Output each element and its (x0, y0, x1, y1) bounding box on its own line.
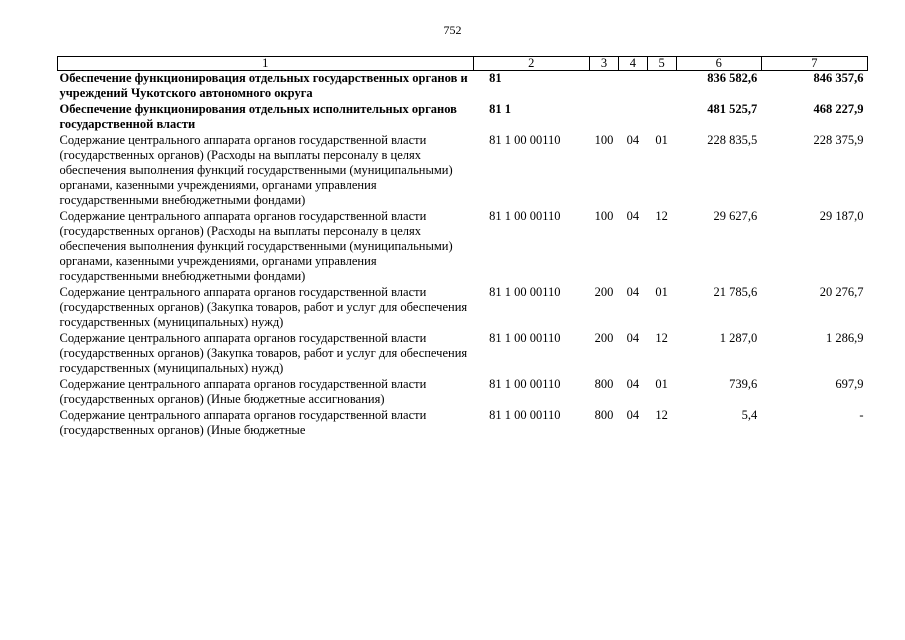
row-expense-type: 800 (594, 377, 614, 391)
row-section: 04 (626, 209, 640, 223)
row-expense-type: 200 (594, 285, 614, 299)
row-expense-type (589, 102, 618, 133)
row-code: 81 (489, 71, 502, 85)
row-amount-1: 21 785,6 (713, 285, 758, 299)
row-name: Содержание центрального аппарата органов государственной власти (государственных органов) (Закупка товаров, работ и услуг для обеспечения государственных (муниципальных) нужд) (59, 331, 468, 375)
row-amount-1: 228 835,5 (707, 133, 758, 147)
column-header-6: 6 (676, 57, 761, 71)
row-code: 81 1 00 00110 (489, 209, 561, 223)
column-header-3: 3 (589, 57, 618, 71)
row-section: 04 (626, 408, 640, 422)
row-amount-2: 20 276,7 (819, 285, 864, 299)
row-amount-2: - (859, 408, 864, 422)
table-row (58, 331, 868, 377)
table-row (58, 133, 868, 209)
row-section: 04 (626, 285, 640, 299)
table-row (58, 285, 868, 331)
row-subsection (647, 71, 676, 103)
row-expense-type (589, 71, 618, 103)
table-row (58, 71, 868, 103)
row-code: 81 1 00 00110 (489, 377, 561, 391)
row-name: Содержание центрального аппарата органов государственной власти (государственных органов) (Иные бюджетные ассигнования) (59, 377, 427, 406)
row-code: 81 1 00 00110 (489, 331, 561, 345)
row-amount-2: 697,9 (835, 377, 864, 391)
row-expense-type: 800 (594, 408, 614, 422)
column-header-2: 2 (473, 57, 589, 71)
row-name: Обеспечение функционировация отдельных государственных органов и учреждений Чукотского автономного округа (59, 71, 468, 100)
row-subsection: 01 (655, 133, 668, 147)
table-row (58, 408, 868, 439)
row-section: 04 (626, 331, 640, 345)
budget-table (57, 56, 868, 439)
table-row (58, 209, 868, 285)
row-name: Обеспечение функционирования отдельных исполнительных органов государственной власти (59, 102, 457, 131)
page-number: 752 (443, 23, 462, 37)
row-code: 81 1 00 00110 (489, 285, 561, 299)
row-amount-2: 468 227,9 (813, 102, 864, 116)
column-header-4: 4 (619, 57, 647, 71)
row-amount-1: 481 525,7 (707, 102, 758, 116)
row-section (619, 102, 647, 133)
row-amount-2: 846 357,6 (813, 71, 864, 85)
row-expense-type: 100 (594, 209, 614, 223)
row-amount-2: 1 286,9 (826, 331, 864, 345)
row-code: 81 1 00 00110 (489, 133, 561, 147)
row-amount-2: 228 375,9 (813, 133, 864, 147)
table-header-row (58, 57, 868, 71)
row-code: 81 1 00 00110 (489, 408, 561, 422)
row-expense-type: 100 (594, 133, 614, 147)
column-header-5: 5 (647, 57, 676, 71)
row-section (619, 71, 647, 103)
row-section: 04 (626, 377, 640, 391)
table-row (58, 102, 868, 133)
row-amount-1: 29 627,6 (713, 209, 758, 223)
column-header-7: 7 (761, 57, 867, 71)
row-section: 04 (626, 133, 640, 147)
row-subsection: 01 (655, 377, 668, 391)
row-name: Содержание центрального аппарата органов государственной власти (государственных органов) (Расходы на выплаты персоналу в целях обеспечения выполнения функций государственными (муниципальными) органами, казенными учреждениями, органами управления государственными внебюджетными фондами) (59, 133, 453, 207)
row-subsection: 12 (655, 209, 668, 223)
row-code: 81 1 (489, 102, 511, 116)
row-subsection: 12 (655, 408, 668, 422)
row-amount-1: 739,6 (729, 377, 758, 391)
row-amount-1: 5,4 (741, 408, 758, 422)
row-expense-type: 200 (594, 331, 614, 345)
row-name: Содержание центрального аппарата органов государственной власти (государственных органов) (Закупка товаров, работ и услуг для обеспечения государственных (муниципальных) нужд) (59, 285, 468, 329)
table-row (58, 377, 868, 408)
row-subsection (647, 102, 676, 133)
row-subsection: 01 (655, 285, 668, 299)
row-name: Содержание центрального аппарата органов государственной власти (государственных органов) (Иные бюджетные (59, 408, 427, 437)
row-amount-1: 836 582,6 (707, 71, 758, 85)
row-subsection: 12 (655, 331, 668, 345)
column-header-1: 1 (58, 57, 474, 71)
row-name: Содержание центрального аппарата органов государственной власти (государственных органов) (Расходы на выплаты персоналу в целях обеспечения выполнения функций государственными (муниципальными) органами, казенными учреждениями, органами управления государственными внебюджетными фондами) (59, 209, 453, 283)
row-amount-1: 1 287,0 (719, 331, 758, 345)
row-amount-2: 29 187,0 (819, 209, 864, 223)
